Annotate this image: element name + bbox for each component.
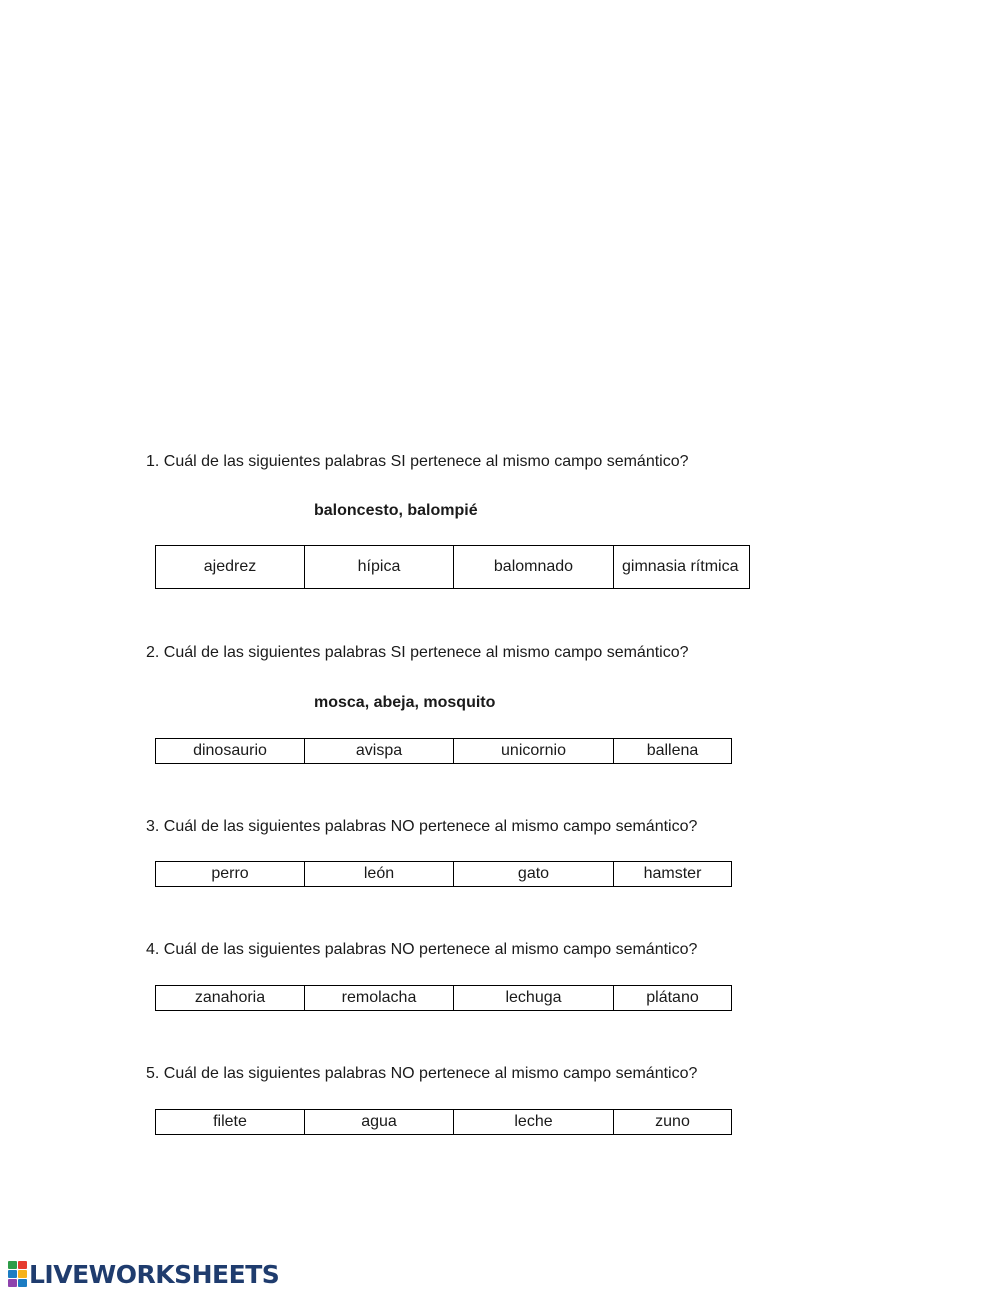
logo-square (8, 1279, 17, 1287)
option-perro[interactable]: perro (156, 862, 305, 887)
question-3-options (155, 861, 732, 887)
option-leche[interactable]: leche (454, 1110, 614, 1135)
logo-square (18, 1279, 27, 1287)
option-ajedrez[interactable]: ajedrez (156, 546, 305, 589)
question-5-prompt: 5. Cuál de las siguientes palabras NO pertenece al mismo campo semántico? (146, 1065, 698, 1082)
option-leon[interactable]: león (305, 862, 454, 887)
question-4-options (155, 985, 732, 1011)
question-1-keywords: baloncesto, balompié (314, 502, 478, 519)
logo-square (8, 1270, 17, 1278)
logo-mark-icon (8, 1261, 27, 1287)
option-hipica[interactable]: hípica (305, 546, 454, 589)
option-gimnasia-ritmica[interactable]: gimnasia rítmica (614, 546, 750, 589)
option-ballena[interactable]: ballena (614, 739, 732, 764)
logo-square (18, 1261, 27, 1269)
question-2-options (155, 738, 732, 764)
option-dinosaurio[interactable]: dinosaurio (156, 739, 305, 764)
option-unicornio[interactable]: unicornio (454, 739, 614, 764)
option-gato[interactable]: gato (454, 862, 614, 887)
option-zuno[interactable]: zuno (614, 1110, 732, 1135)
question-2-keywords: mosca, abeja, mosquito (314, 694, 496, 711)
option-filete[interactable]: filete (156, 1110, 305, 1135)
logo-text: LIVEWORKSHEETS (29, 1259, 280, 1289)
logo-square (18, 1270, 27, 1278)
liveworksheets-logo (8, 1260, 279, 1288)
question-3-prompt: 3. Cuál de las siguientes palabras NO pertenece al mismo campo semántico? (146, 818, 698, 835)
option-platano[interactable]: plátano (614, 986, 732, 1011)
question-2-prompt: 2. Cuál de las siguientes palabras SI pertenece al mismo campo semántico? (146, 644, 689, 661)
option-remolacha[interactable]: remolacha (305, 986, 454, 1011)
option-agua[interactable]: agua (305, 1110, 454, 1135)
option-lechuga[interactable]: lechuga (454, 986, 614, 1011)
question-5-options (155, 1109, 732, 1135)
logo-square (8, 1261, 17, 1269)
question-1-prompt: 1. Cuál de las siguientes palabras SI pertenece al mismo campo semántico? (146, 453, 689, 470)
option-zanahoria[interactable]: zanahoria (156, 986, 305, 1011)
option-hamster[interactable]: hamster (614, 862, 732, 887)
option-avispa[interactable]: avispa (305, 739, 454, 764)
question-4-prompt: 4. Cuál de las siguientes palabras NO pertenece al mismo campo semántico? (146, 941, 698, 958)
option-balomnado[interactable]: balomnado (454, 546, 614, 589)
question-1-options (155, 545, 750, 589)
